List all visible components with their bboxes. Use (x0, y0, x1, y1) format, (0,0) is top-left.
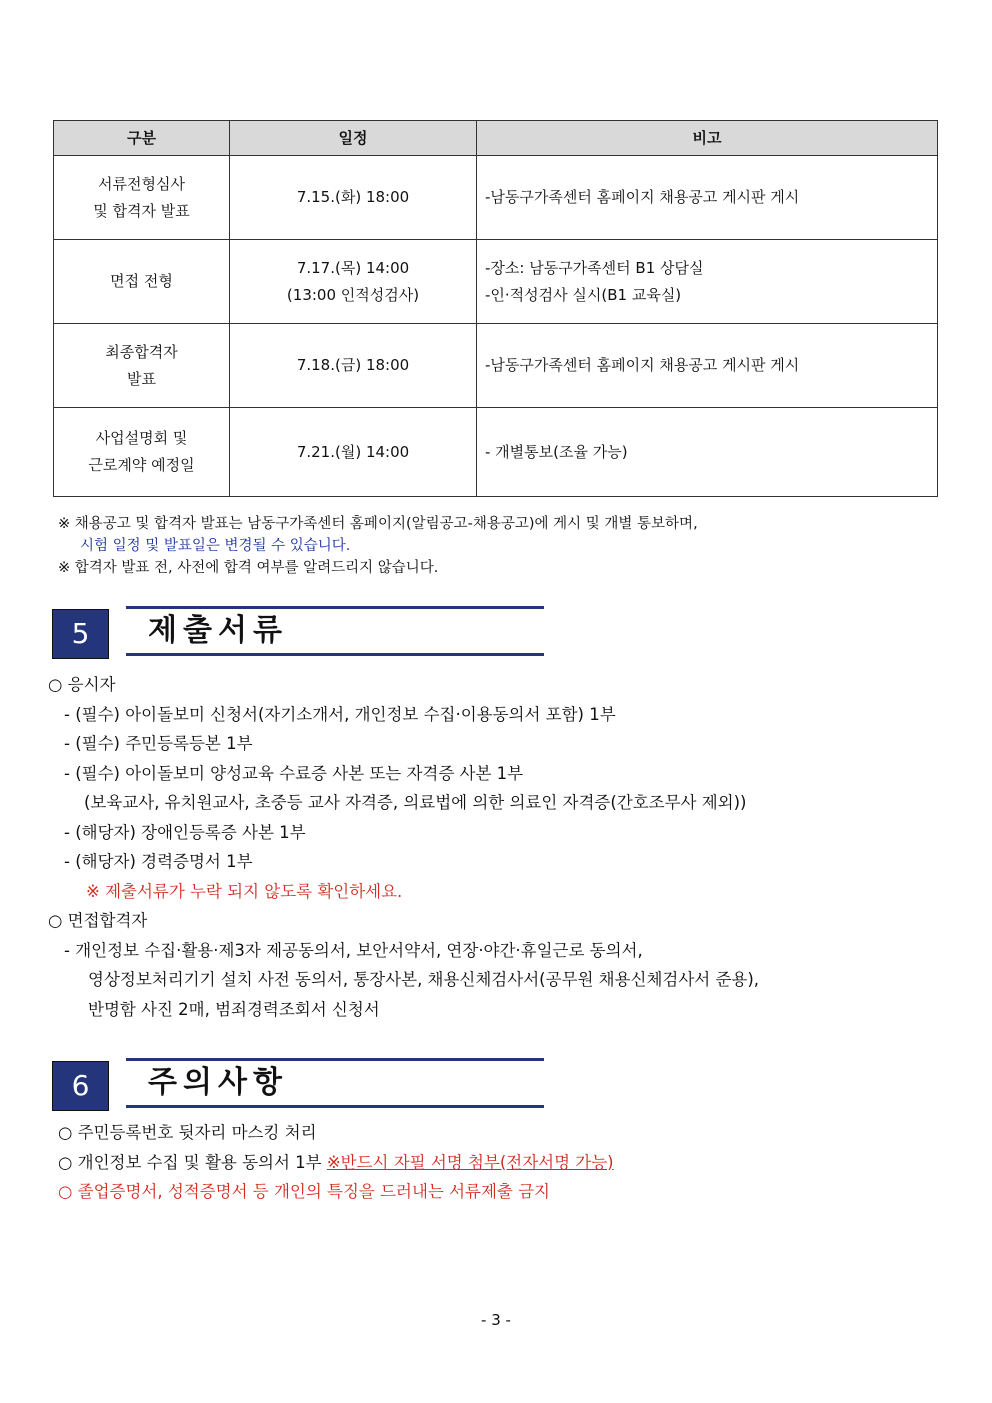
schedule-table (53, 120, 938, 497)
table-row (54, 156, 938, 240)
row-schedule (230, 408, 477, 497)
table-header-row (54, 121, 938, 156)
list-item: (보육교사, 유치원교사, 초중등 교사 자격증, 의료법에 의한 의료인 자격증(간호조무사 제외)) (84, 793, 747, 812)
cell-line: 발표 (127, 369, 156, 388)
note-line: ※ 채용공고 및 합격자 발표는 남동구가족센터 홈페이지(알림공고-채용공고)에 게시 및 개별 통보하며, (58, 516, 698, 532)
row-category (54, 324, 230, 408)
cell-line: 면접 전형 (110, 272, 173, 290)
list-item: ○ 주민등록번호 뒷자리 마스킹 처리 (58, 1123, 317, 1142)
list-item: - (필수) 아이돌보미 양성교육 수료증 사본 또는 자격증 사본 1부 (64, 763, 524, 783)
row-category (54, 408, 230, 497)
cell-line: -장소: 남동구가족센터 B1 상담실 (485, 258, 704, 277)
cell-line: -남동구가족센터 홈페이지 채용공고 게시판 게시 (485, 356, 800, 374)
emphasis-text: ※반드시 자필 서명 첨부(전자서명 가능) (326, 1152, 614, 1172)
item-text: ○ 개인정보 수집 및 활용 동의서 1부 (58, 1152, 327, 1172)
header-category: 구분 (54, 121, 230, 156)
list-item: - (해당자) 경력증명서 1부 (64, 852, 253, 871)
row-note (477, 240, 938, 324)
cell-line: 근로계약 예정일 (88, 456, 195, 474)
row-schedule (230, 156, 477, 240)
row-note (477, 408, 938, 497)
group-header: ○ 응시자 (48, 675, 116, 694)
list-item: - (해당자) 장애인등록증 사본 1부 (64, 822, 306, 842)
note-line-highlight: 시험 일정 및 발표일은 변경될 수 있습니다. (80, 538, 351, 554)
row-category (54, 240, 230, 324)
cell-line: 서류전형심사 (98, 174, 185, 193)
list-item: 영상정보처리기기 설치 사전 동의서, 통장사본, 채용신체검사서(공무원 채용신체검사서 준용), (88, 970, 760, 989)
cell-line: - 개별통보(조율 가능) (485, 442, 628, 461)
row-schedule (230, 240, 477, 324)
note-line: ※ 합격자 발표 전, 사전에 합격 여부를 알려드리지 않습니다. (58, 560, 439, 576)
table-row (54, 324, 938, 408)
row-schedule (230, 324, 477, 408)
section5-body (48, 670, 948, 1024)
header-schedule: 일정 (230, 121, 477, 156)
header-note: 비고 (477, 121, 938, 156)
list-item: - 개인정보 수집·활용·제3자 제공동의서, 보안서약서, 연장·야간·휴일근로 동의서, (64, 940, 643, 960)
row-category (54, 156, 230, 240)
cell-line: -남동구가족센터 홈페이지 채용공고 게시판 게시 (485, 188, 800, 206)
table-notes (58, 513, 698, 579)
table-row (54, 240, 938, 324)
section-number: 6 (52, 1061, 109, 1111)
warning-text: ※ 제출서류가 누락 되지 않도록 확인하세요. (86, 881, 403, 901)
cell-line: (13:00 인적성검사) (286, 285, 420, 304)
section-heading (126, 1058, 544, 1108)
cell-line: 및 합격자 발표 (93, 201, 190, 220)
page-number: - 3 - (481, 1311, 511, 1329)
list-item: ○ 졸업증명서, 성적증명서 등 개인의 특징을 드러내는 서류제출 금지 (58, 1182, 550, 1201)
cell-line: 사업설명회 및 (95, 429, 188, 447)
row-note (477, 324, 938, 408)
cell-line: 7.17.(목) 14:00 (296, 258, 410, 277)
section6-body (58, 1118, 948, 1207)
list-item (58, 1148, 948, 1178)
section-title: 제출서류 (148, 613, 288, 648)
cell-line: 7.21.(월) 14:00 (296, 442, 410, 461)
row-note (477, 156, 938, 240)
section-number: 5 (52, 609, 109, 659)
section-title: 주의사항 (148, 1065, 288, 1100)
table-row (54, 408, 938, 497)
cell-line: 최종합격자 (105, 342, 178, 361)
group-header: ○ 면접합격자 (48, 911, 148, 930)
list-item: - (필수) 아이돌보미 신청서(자기소개서, 개인정보 수집·이용동의서 포함) 1부 (64, 704, 616, 724)
list-item: 반명함 사진 2매, 범죄경력조회서 신청서 (88, 999, 380, 1019)
cell-line: 7.18.(금) 18:00 (296, 356, 410, 374)
cell-line: 7.15.(화) 18:00 (296, 188, 410, 206)
section-heading (126, 606, 544, 656)
list-item: - (필수) 주민등록등본 1부 (64, 734, 253, 753)
cell-line: -인·적성검사 실시(B1 교육실) (485, 285, 682, 304)
